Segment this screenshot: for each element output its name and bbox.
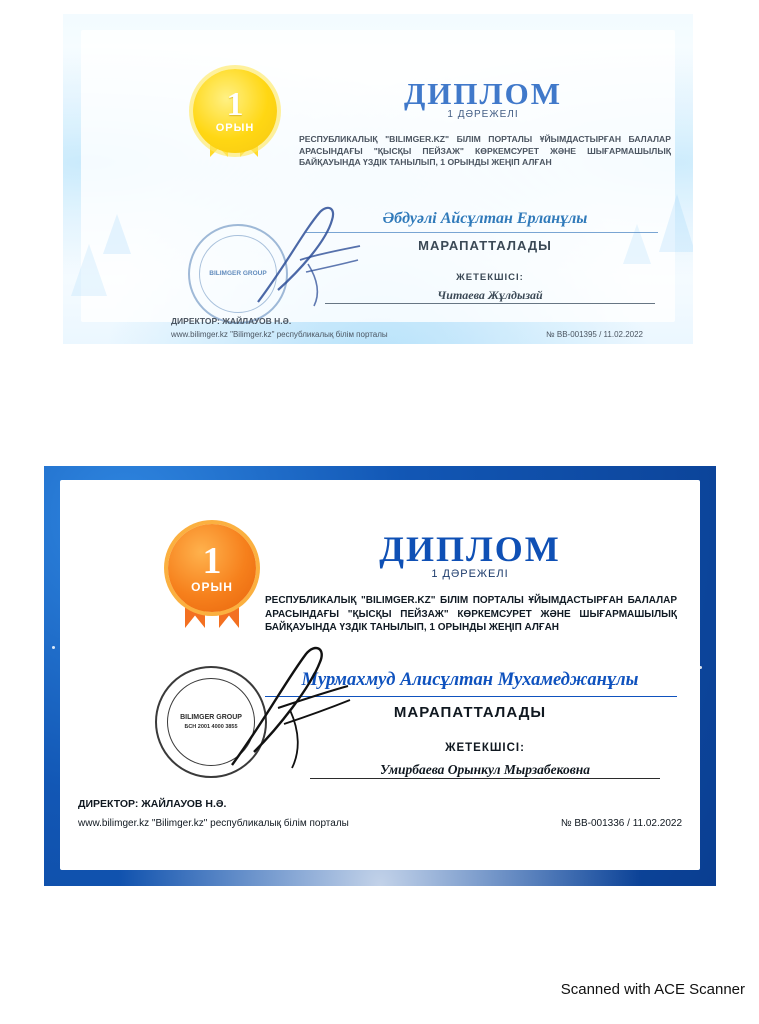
document-number: № BB-001336 / 11.02.2022 [560, 818, 682, 829]
website-line: www.bilimger.kz "Bilimger.kz" республикалық білім порталы [171, 330, 388, 339]
certificate-bottom [44, 466, 716, 886]
stamp-line2: БСН 2001 4000 3855 [184, 724, 238, 731]
recipient-name: Мурмахмуд Алисұлтан Мухамеджанұлы [301, 670, 639, 690]
awarded-label: МАРАПАТТАЛАДЫ [418, 238, 552, 253]
certificate-degree: 1 ДӘРЕЖЕЛІ [447, 109, 519, 120]
certificate-body: РЕСПУБЛИКАЛЫҚ "BILIMGER.KZ" БІЛІМ ПОРТАЛЫ ҰЙЫМДАСТЫРҒАН БАЛАЛАР АРАСЫНДАҒЫ "ҚЫСҚЫ ПЕЙЗАЖ" КӨРКЕМСУРЕТ ЖӘНЕ ШЫҒАРМАШЫЛЫҚ БАЙҚАУЫНДА ҮЗДІК ТАНЫЛЫП, 1 ОРЫНДЫ ЖЕҢІП АЛҒАН [265, 595, 677, 633]
scanner-watermark: Scanned with ACE Scanner [560, 981, 745, 998]
director-line: ДИРЕКТОР: ЖАЙЛАУОВ Н.Ә. [78, 798, 227, 810]
supervisor-label: ЖЕТЕКШІСІ: [456, 272, 524, 283]
first-place-medal [190, 69, 280, 184]
document-number: № ВВ-001395 / 11.02.2022 [546, 330, 643, 339]
recipient-name: Әбдуәлі Айсұлтан Ерланұлы [382, 210, 588, 227]
stamp-line1: BILIMGER GROUP [180, 713, 242, 721]
medal-disc [168, 524, 256, 612]
awarded-label: МАРАПАТТАЛАДЫ [393, 704, 547, 721]
medal-place: 1 [226, 86, 244, 123]
medal-disc [193, 69, 277, 153]
certificate-bottom-inner-frame [60, 480, 700, 870]
supervisor-label: ЖЕТЕКШІСІ: [445, 742, 525, 754]
certificate-top [63, 14, 693, 344]
certificate-degree: 1 ДӘРЕЖЕЛІ [431, 568, 509, 580]
medal-label: ОРЫН [191, 580, 233, 594]
signature [220, 640, 370, 780]
certificate-title: ДИПЛОМ [379, 529, 561, 569]
medal-label: ОРЫН [215, 122, 255, 134]
website-line: www.bilimger.kz "Bilimger.kz" республикалық білім порталы [78, 818, 349, 829]
certificate-title: ДИПЛОМ [403, 76, 563, 111]
supervisor-name: Читаева Жұлдызай [325, 288, 655, 304]
snow-dot [52, 646, 55, 649]
snow-hills-decoration [44, 856, 716, 966]
signature [248, 202, 378, 317]
supervisor-name: Умирбаева Орынкул Мырзабековна [310, 762, 660, 779]
director-line: ДИРЕКТОР: ЖАЙЛАУОВ Н.Ә. [171, 316, 292, 326]
certificate-body: РЕСПУБЛИКАЛЫҚ "BILIMGER.KZ" БІЛІМ ПОРТАЛЫ ҰЙЫМДАСТЫРҒАН БАЛАЛАР АРАСЫНДАҒЫ "ҚЫСҚЫ ПЕЙЗАЖ" КӨРКЕМСУРЕТ ЖӘНЕ ШЫҒАРМАШЫЛЫҚ БАЙҚАУЫНДА ҮЗДІК ТАНЫЛЫП, 1 ОРЫНДЫ ЖЕҢІП АЛҒАН [299, 134, 671, 168]
medal-place: 1 [202, 540, 222, 582]
stamp-line1: BILIMGER GROUP [209, 270, 267, 278]
first-place-medal [163, 522, 263, 652]
